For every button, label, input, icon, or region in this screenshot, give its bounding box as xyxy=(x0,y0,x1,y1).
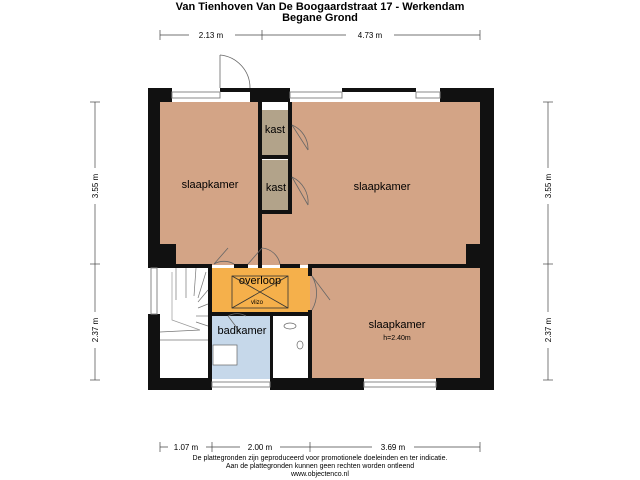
disclaimer-line-1: De plattegronden zijn geproduceerd voor promotionele doeleinden en ter indicatie. xyxy=(192,455,448,462)
dim-left-1: 3.55 m xyxy=(91,173,100,199)
label-vlizo: vlizo xyxy=(250,300,264,306)
room-bedroom-main-lower xyxy=(260,212,290,265)
dim-top-2: 4.73 m xyxy=(357,31,383,40)
label-bedroom-left: slaapkamer xyxy=(181,179,239,191)
front-door xyxy=(220,55,250,88)
shower-tray xyxy=(213,345,237,365)
dim-top-1: 2.13 m xyxy=(198,31,224,40)
dim-bottom-2: 2.00 m xyxy=(247,443,273,452)
sink-icon xyxy=(284,323,296,329)
dim-right-2: 2.37 m xyxy=(544,317,553,343)
label-ceiling-height: h=2.40m xyxy=(383,335,411,342)
plan-title: Van Tienhoven Van De Boogaardstraat 17 - Werkendam xyxy=(175,1,465,13)
website-link[interactable]: www.objectenco.nl xyxy=(291,471,349,478)
label-bedroom-bottom: slaapkamer xyxy=(368,319,426,331)
label-kast-top: kast xyxy=(264,124,286,136)
label-kast-bottom: kast xyxy=(265,182,287,194)
dim-left-2: 2.37 m xyxy=(91,317,100,343)
label-bedroom-main: slaapkamer xyxy=(353,181,411,193)
dim-bottom-1: 1.07 m xyxy=(173,443,199,452)
dim-right-1: 3.55 m xyxy=(544,173,553,199)
label-landing: overloop xyxy=(238,275,282,287)
stair-area xyxy=(160,268,210,379)
floor-name: Begane Grond xyxy=(282,12,358,24)
label-bathroom: badkamer xyxy=(217,325,267,337)
toilet-icon xyxy=(297,341,303,349)
dim-bottom-3: 3.69 m xyxy=(380,443,406,452)
disclaimer-line-2: Aan de plattegronden kunnen geen rechten worden ontleend xyxy=(225,463,415,470)
